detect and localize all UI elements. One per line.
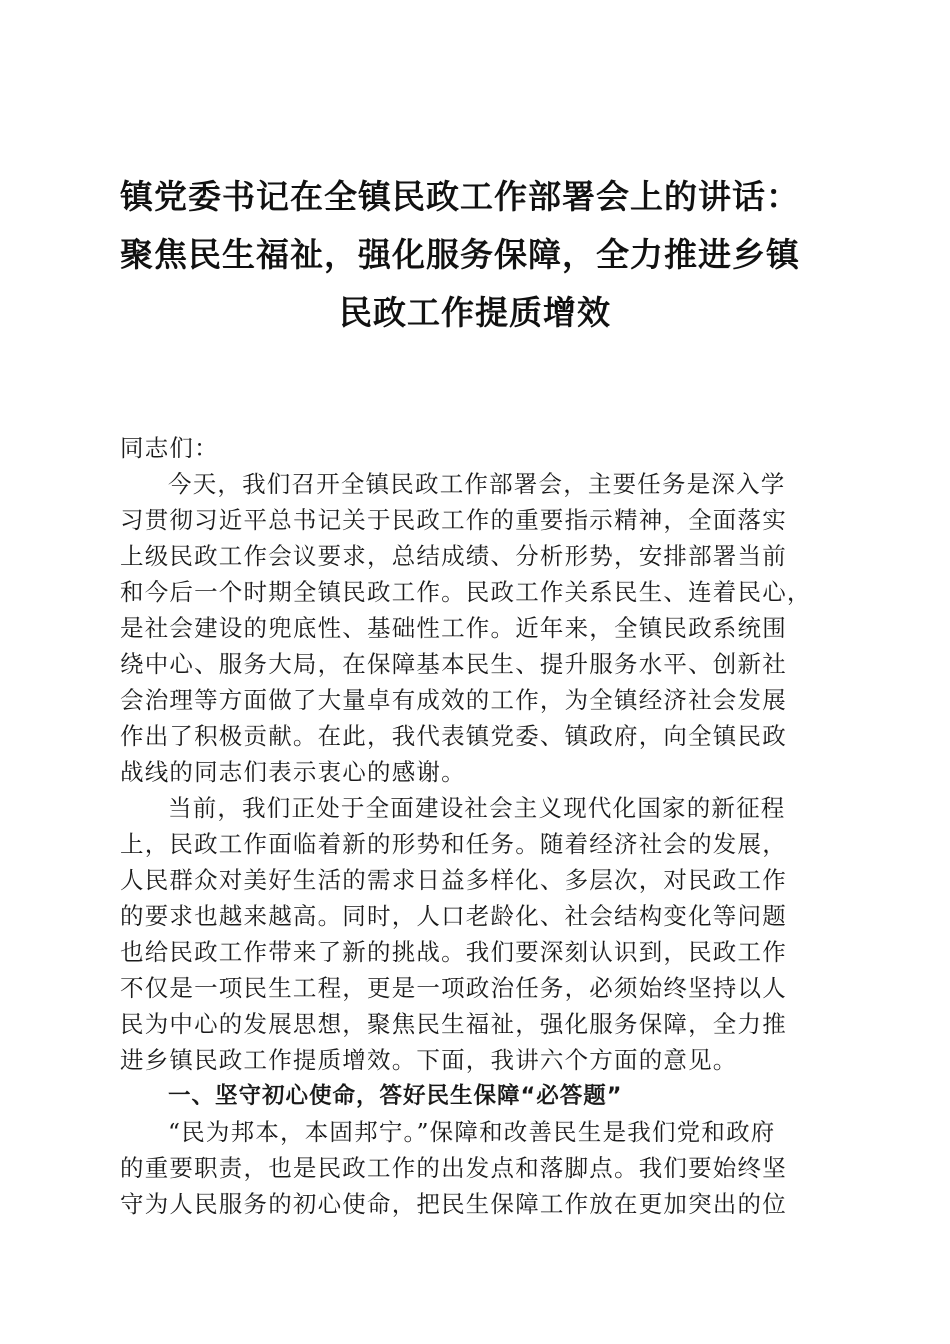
paragraph-line: 守为人民服务的初心使命，把民生保障工作放在更加突出的位 <box>120 1190 787 1218</box>
section-1-heading: 一、坚守初心使命，答好民生保障“必答题” <box>168 1083 623 1109</box>
paragraph-line: 会治理等方面做了大量卓有成效的工作，为全镇经济社会发展 <box>120 686 787 714</box>
paragraph-line: 当前，我们正处于全面建设社会主义现代化国家的新征程 <box>168 794 786 822</box>
paragraph-line: 绕中心、服务大局，在保障基本民生、提升服务水平、创新社 <box>120 650 787 678</box>
paragraph-line: 民为中心的发展思想，聚焦民生福祉，强化服务保障，全力推 <box>120 1010 787 1038</box>
paragraph-line: 是社会建设的兜底性、基础性工作。近年来，全镇民政系统围 <box>120 614 787 642</box>
paragraph-line: 作出了积极贡献。在此，我代表镇党委、镇政府，向全镇民政 <box>120 722 787 750</box>
paragraph-line: 上级民政工作会议要求，总结成绩、分析形势，安排部署当前 <box>120 542 787 570</box>
paragraph-line: 战线的同志们表示衷心的感谢。 <box>120 758 466 786</box>
title-line-2: 聚焦民生福祉，强化服务保障，全力推进乡镇 <box>120 235 800 274</box>
paragraph-line: 和今后一个时期全镇民政工作。民政工作关系民生、连着民心， <box>120 578 812 606</box>
paragraph-line: 的要求也越来越高。同时，人口老龄化、社会结构变化等问题 <box>120 902 787 930</box>
title-line-3: 民政工作提质增效 <box>339 293 611 332</box>
paragraph-line: 的重要职责，也是民政工作的出发点和落脚点。我们要始终坚 <box>120 1154 787 1182</box>
document-title <box>110 168 840 342</box>
paragraph-1 <box>120 466 840 790</box>
title-line-1: 镇党委书记在全镇民政工作部署会上的讲话： <box>120 177 800 216</box>
paragraph-line: 也给民政工作带来了新的挑战。我们要深刻认识到，民政工作 <box>120 938 787 966</box>
salutation: 同志们： <box>120 434 219 462</box>
paragraph-line: “民为邦本，本固邦宁。”保障和改善民生是我们党和政府 <box>168 1118 776 1146</box>
paragraph-3 <box>120 1114 840 1222</box>
paragraph-line: 习贯彻习近平总书记关于民政工作的重要指示精神，全面落实 <box>120 506 787 534</box>
document-body <box>120 430 840 1222</box>
paragraph-2 <box>120 790 840 1078</box>
paragraph-line: 今天，我们召开全镇民政工作部署会，主要任务是深入学 <box>168 470 786 498</box>
paragraph-line: 进乡镇民政工作提质增效。下面，我讲六个方面的意见。 <box>120 1046 738 1074</box>
paragraph-line: 不仅是一项民生工程，更是一项政治任务，必须始终坚持以人 <box>120 974 787 1002</box>
paragraph-line: 人民群众对美好生活的需求日益多样化、多层次，对民政工作 <box>120 866 787 894</box>
paragraph-line: 上，民政工作面临着新的形势和任务。随着经济社会的发展， <box>120 830 787 858</box>
